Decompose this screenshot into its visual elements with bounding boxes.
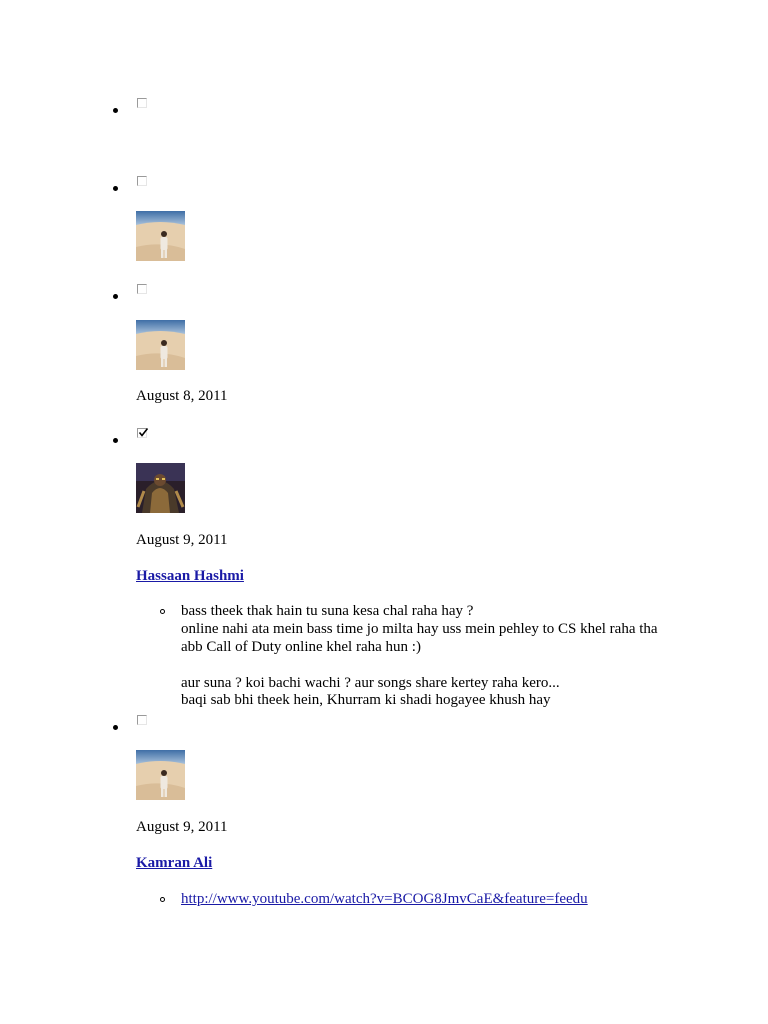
list-bullet: [113, 186, 118, 191]
post-date: August 9, 2011: [136, 532, 228, 548]
sub-bullet: [160, 609, 165, 614]
comment-line: aur suna ? koi bachi wachi ? aur songs share kertey raha kero...: [181, 675, 560, 691]
item-5-checkbox[interactable]: [137, 715, 147, 725]
checkmark-icon: [137, 427, 149, 439]
avatar[interactable]: [136, 320, 185, 370]
sub-bullet: [160, 897, 165, 902]
comment-line: online nahi ata mein bass time jo milta hay uss mein pehley to CS khel raha tha: [181, 621, 658, 637]
avatar[interactable]: [136, 463, 185, 513]
item-3-checkbox[interactable]: [137, 284, 147, 294]
post-date: August 8, 2011: [136, 388, 228, 404]
item-4-checkbox[interactable]: [137, 428, 147, 438]
item-1-checkbox[interactable]: [137, 98, 147, 108]
avatar[interactable]: [136, 211, 185, 261]
list-bullet: [113, 108, 118, 113]
author-link[interactable]: Hassaan Hashmi: [136, 568, 244, 584]
comment-line: baqi sab bhi theek hein, Khurram ki shadi hogayee khush hay: [181, 692, 551, 708]
author-link[interactable]: Kamran Ali: [136, 855, 213, 871]
list-bullet: [113, 294, 118, 299]
item-2-checkbox[interactable]: [137, 176, 147, 186]
comment-line: abb Call of Duty online khel raha hun :): [181, 639, 421, 655]
comment-line: bass theek thak hain tu suna kesa chal raha hay ?: [181, 603, 474, 619]
post-date: August 9, 2011: [136, 819, 228, 835]
list-bullet: [113, 438, 118, 443]
list-bullet: [113, 725, 118, 730]
avatar[interactable]: [136, 750, 185, 800]
video-link[interactable]: http://www.youtube.com/watch?v=BCOG8JmvCaE&feature=feedu: [181, 891, 588, 907]
